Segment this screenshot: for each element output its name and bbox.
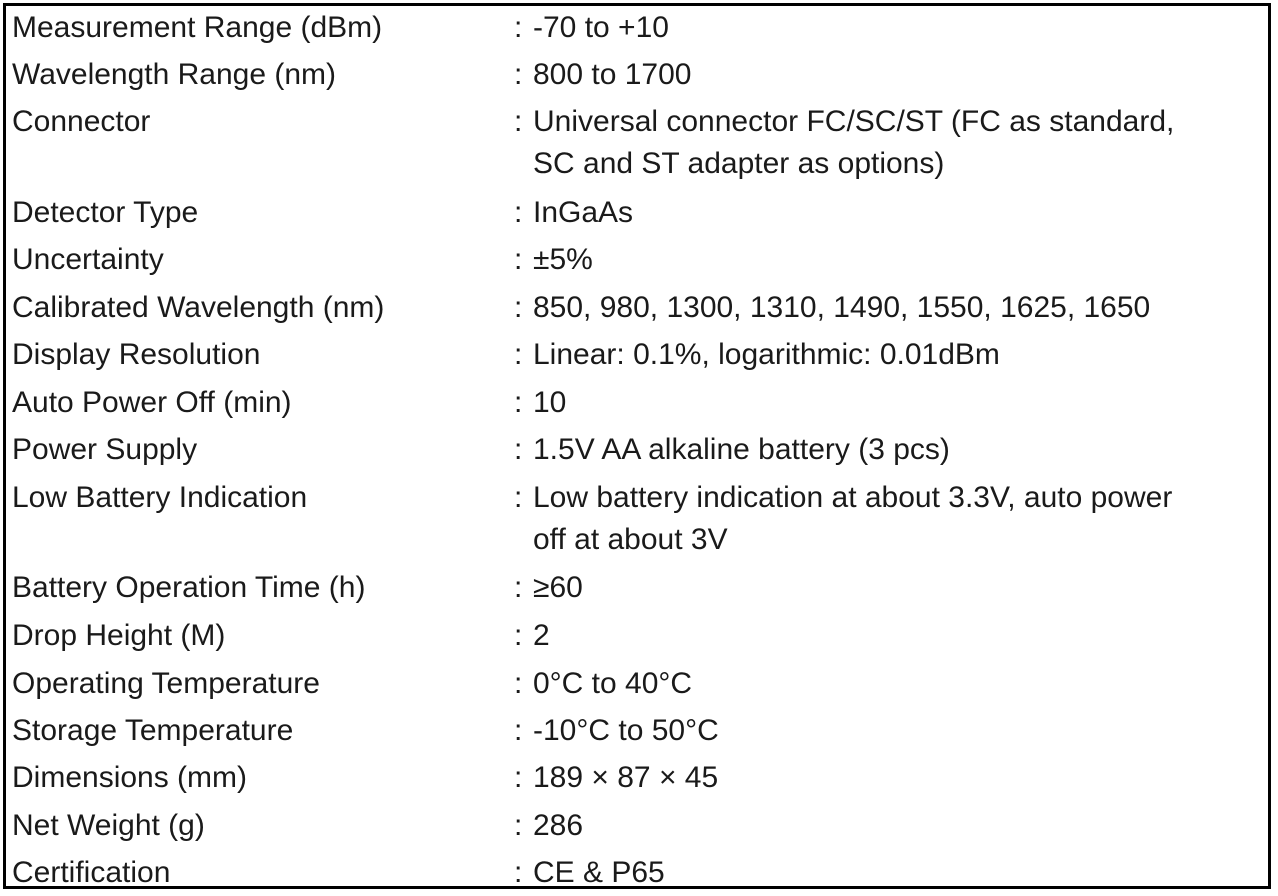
spec-label: Drop Height (M) <box>12 619 226 652</box>
spec-value <box>533 101 1271 185</box>
spec-separator: : <box>514 761 523 794</box>
spec-value-line: 1.5V AA alkaline battery (3 pcs) <box>533 433 950 466</box>
spec-separator: : <box>514 433 523 466</box>
spec-value <box>533 7 1271 49</box>
spec-separator: : <box>514 105 523 138</box>
spec-value-line: -70 to +10 <box>533 11 669 44</box>
spec-value <box>533 334 1271 376</box>
spec-label: Low Battery Indication <box>12 481 308 514</box>
spec-separator: : <box>514 243 523 276</box>
spec-value-line: SC and ST adapter as options) <box>533 147 945 180</box>
spec-label: Battery Operation Time (h) <box>12 571 366 604</box>
spec-separator: : <box>514 11 523 44</box>
spec-label: Detector Type <box>12 196 199 229</box>
spec-separator: : <box>514 338 523 371</box>
spec-value-line: CE & P65 <box>533 856 665 889</box>
spec-value-line: 850, 980, 1300, 1310, 1490, 1550, 1625, 1650 <box>533 291 1151 324</box>
spec-value-line: 2 <box>533 619 550 652</box>
spec-value <box>533 805 1271 847</box>
spec-value-line: 0°C to 40°C <box>533 667 693 700</box>
spec-separator: : <box>514 196 523 229</box>
spec-separator: : <box>514 571 523 604</box>
spec-value <box>533 663 1271 705</box>
spec-separator: : <box>514 667 523 700</box>
spec-label: Uncertainty <box>12 243 164 276</box>
spec-separator: : <box>514 714 523 747</box>
spec-value-line: ≥60 <box>533 571 583 604</box>
spec-separator: : <box>514 291 523 324</box>
spec-value <box>533 567 1271 609</box>
spec-value-line: off at about 3V <box>533 523 728 556</box>
spec-value <box>533 382 1271 424</box>
spec-value <box>533 429 1271 471</box>
spec-value-line: InGaAs <box>533 196 634 229</box>
spec-label: Calibrated Wavelength (nm) <box>12 291 385 324</box>
spec-label: Power Supply <box>12 433 198 466</box>
spec-label: Auto Power Off (min) <box>12 386 292 419</box>
spec-value-line: 189 × 87 × 45 <box>533 761 719 794</box>
spec-label: Net Weight (g) <box>12 809 205 842</box>
spec-label: Operating Temperature <box>12 667 320 700</box>
spec-value-line: Linear: 0.1%, logarithmic: 0.01dBm <box>533 338 1000 371</box>
spec-separator: : <box>514 619 523 652</box>
spec-value <box>533 239 1271 281</box>
spec-value-line: 10 <box>533 386 567 419</box>
spec-value <box>533 615 1271 657</box>
spec-table <box>3 3 1271 889</box>
spec-label: Certification <box>12 856 171 889</box>
spec-value-line: Low battery indication at about 3.3V, auto power <box>533 481 1173 514</box>
spec-value-line: 800 to 1700 <box>533 58 692 91</box>
spec-label: Connector <box>12 105 151 138</box>
spec-label: Dimensions (mm) <box>12 761 248 794</box>
spec-label: Storage Temperature <box>12 714 294 747</box>
spec-value <box>533 852 1271 889</box>
spec-value <box>533 287 1271 329</box>
spec-label: Wavelength Range (nm) <box>12 58 337 91</box>
spec-value-line: ±5% <box>533 243 593 276</box>
spec-value-line: Universal connector FC/SC/ST (FC as standard, <box>533 105 1175 138</box>
spec-value <box>533 757 1271 799</box>
spec-label: Measurement Range (dBm) <box>12 11 383 44</box>
spec-value <box>533 192 1271 234</box>
spec-separator: : <box>514 386 523 419</box>
spec-separator: : <box>514 856 523 889</box>
spec-separator: : <box>514 809 523 842</box>
spec-value <box>533 54 1271 96</box>
spec-value <box>533 477 1271 561</box>
spec-value-line: -10°C to 50°C <box>533 714 719 747</box>
spec-value-line: 286 <box>533 809 584 842</box>
spec-label: Display Resolution <box>12 338 261 371</box>
spec-separator: : <box>514 58 523 91</box>
spec-value <box>533 710 1271 752</box>
spec-separator: : <box>514 481 523 514</box>
